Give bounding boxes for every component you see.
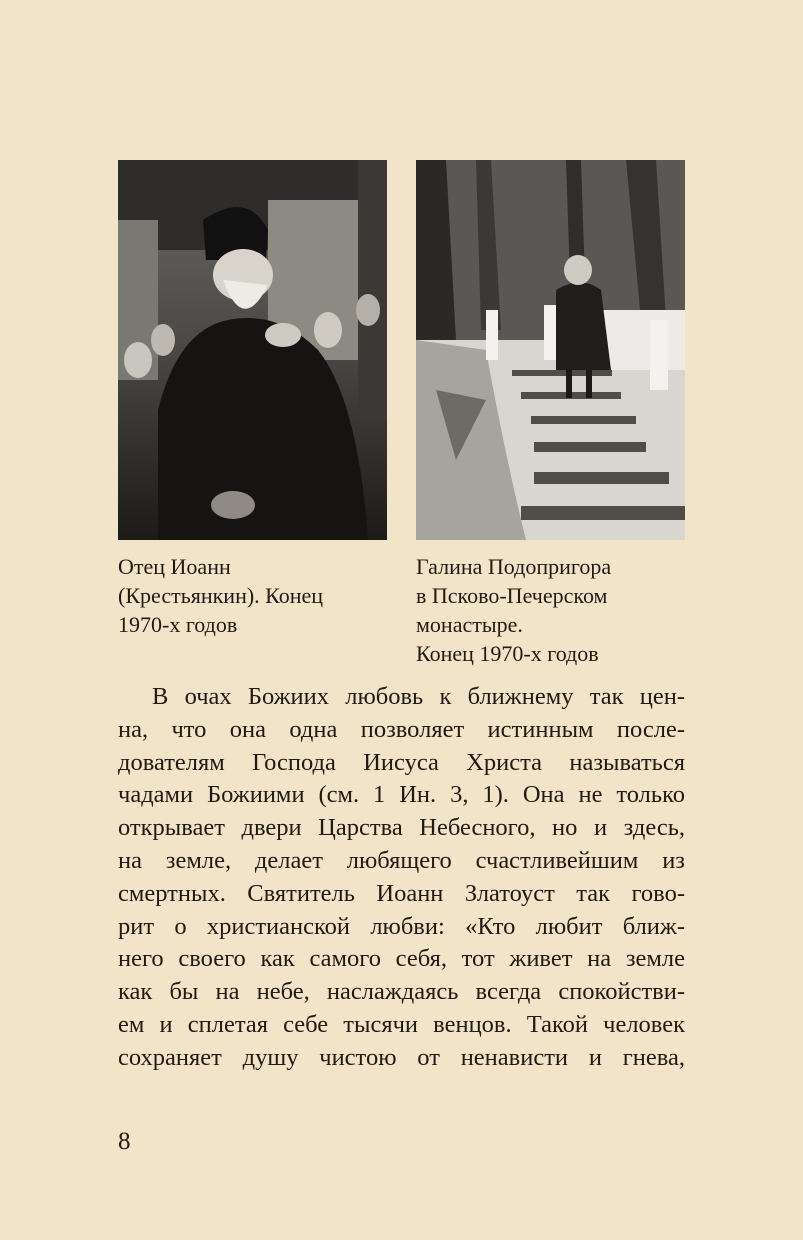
paragraph-line: смертных. Святитель Иоанн Златоуст так гово- [118,879,685,907]
caption-line: (Крестьянкин). Конец [118,583,324,608]
photo-elder-ioann [118,160,387,540]
paragraph-line: как бы на небе, наслаждаясь всегда спокойстви- [118,978,685,1006]
paragraph-line: него своего как самого себя, тот живет на земле [118,945,685,973]
caption-line: Отец Иоанн [118,554,231,579]
paragraph-line: сохраняет душу чистою от ненависти и гнева, [118,1043,685,1071]
caption-line: Галина Подопригора [416,554,612,579]
caption-line: Конец 1970-х годов [416,641,599,666]
photo-galina-stairs-image [416,160,685,540]
paragraph-line: ем и сплетая себе тысячи венцов. Такой человек [118,1010,685,1038]
caption-line: монастыре. [416,612,523,637]
paragraph-line: рит о христианской любви: «Кто любит ближ- [118,912,685,940]
photo-elder-ioann-image [118,160,387,540]
paragraph-line: дователям Господа Иисуса Христа называться [118,748,685,776]
paragraph-line: открывает двери Царства Небесного, но и здесь, [118,814,685,842]
paragraph-line: на, что она одна позволяет истинным после- [118,715,685,743]
body-paragraph [118,681,685,1075]
paragraph-line: на земле, делает любящего счастливейшим из [118,846,685,874]
paragraph-line: В очах Божиих любовь к ближнему так цен- [152,683,685,710]
photo-galina-stairs [416,160,685,540]
caption-photo-right [416,552,706,668]
page-number: 8 [118,1128,131,1155]
caption-line: в Псково-Печерском [416,583,608,608]
caption-photo-left [118,552,388,639]
caption-line: 1970-х годов [118,612,238,637]
paragraph-line: чадами Божиими (см. 1 Ин. 3, 1). Она не только [118,781,685,809]
